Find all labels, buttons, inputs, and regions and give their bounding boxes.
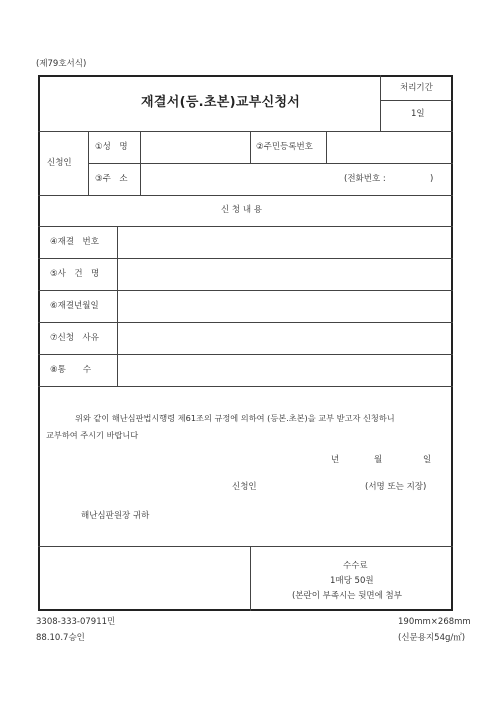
- item-label: ⑥재결년월일: [50, 301, 99, 311]
- processing-label: 처리기간: [400, 83, 433, 93]
- fee-amount: 1매당 50원: [330, 576, 374, 586]
- footer-size: 190mm×268mm: [398, 617, 471, 627]
- form-title: 재결서(등.초본)교부신청서: [141, 95, 301, 110]
- signature-label: 신청인: [232, 482, 257, 492]
- processing-value: 1일: [411, 109, 425, 119]
- column-divider: [250, 546, 251, 611]
- address-label: ③주 소: [95, 174, 128, 184]
- fee-note: (본란이 부족시는 뒷면에 첨부: [292, 591, 402, 601]
- footer-approval: 88.10.7승인: [36, 633, 85, 643]
- form-number: (제79호서식): [36, 59, 87, 69]
- row-divider: [38, 131, 453, 132]
- item-label: ⑧통 수: [50, 365, 92, 375]
- date-month: 월: [374, 455, 383, 465]
- processing-border: [380, 75, 381, 131]
- column-divider: [140, 131, 141, 195]
- column-divider: [326, 131, 327, 163]
- statement-line-2: 교부하여 주시기 바랍니다: [46, 430, 139, 440]
- row-divider: [38, 322, 453, 323]
- date-day: 일: [423, 455, 432, 465]
- column-divider: [250, 131, 251, 163]
- fee-label: 수수료: [343, 561, 368, 571]
- footer-code: 3308-333-07911민: [36, 617, 116, 627]
- footer-paper: (신문용지54g/㎡): [398, 633, 466, 643]
- item-label: ④재결 번호: [50, 237, 99, 247]
- row-divider: [38, 195, 453, 196]
- row-divider: [38, 226, 453, 227]
- row-divider: [38, 354, 453, 355]
- addressee: 해난심판원장 귀하: [81, 511, 150, 521]
- row-divider: [38, 290, 453, 291]
- item-label: ⑦신청 사유: [50, 333, 99, 343]
- phone-close: ): [430, 174, 434, 184]
- row-divider: [38, 258, 453, 259]
- statement-line-1: 위와 같이 해난심판법시행령 제61조의 규정에 의하여 (등본.초본)을 교부 받고자 신청하니: [75, 413, 395, 423]
- signature-note: (서명 또는 지장): [365, 482, 427, 492]
- row-divider: [38, 386, 453, 387]
- column-divider: [88, 131, 89, 195]
- row-divider: [88, 163, 453, 164]
- date-year: 년: [331, 455, 340, 465]
- name-label: ①성 명: [95, 142, 128, 152]
- form-frame: [38, 75, 453, 611]
- processing-divider: [380, 100, 453, 101]
- applicant-section-label: 신청인: [47, 158, 72, 168]
- id-number-label: ②주민등록번호: [256, 142, 313, 152]
- phone-label: (전화번호 :: [344, 174, 386, 184]
- content-header: 신 청 내 용: [221, 205, 262, 215]
- item-label: ⑤사 건 명: [50, 269, 100, 279]
- column-divider: [117, 226, 118, 386]
- row-divider: [38, 546, 453, 547]
